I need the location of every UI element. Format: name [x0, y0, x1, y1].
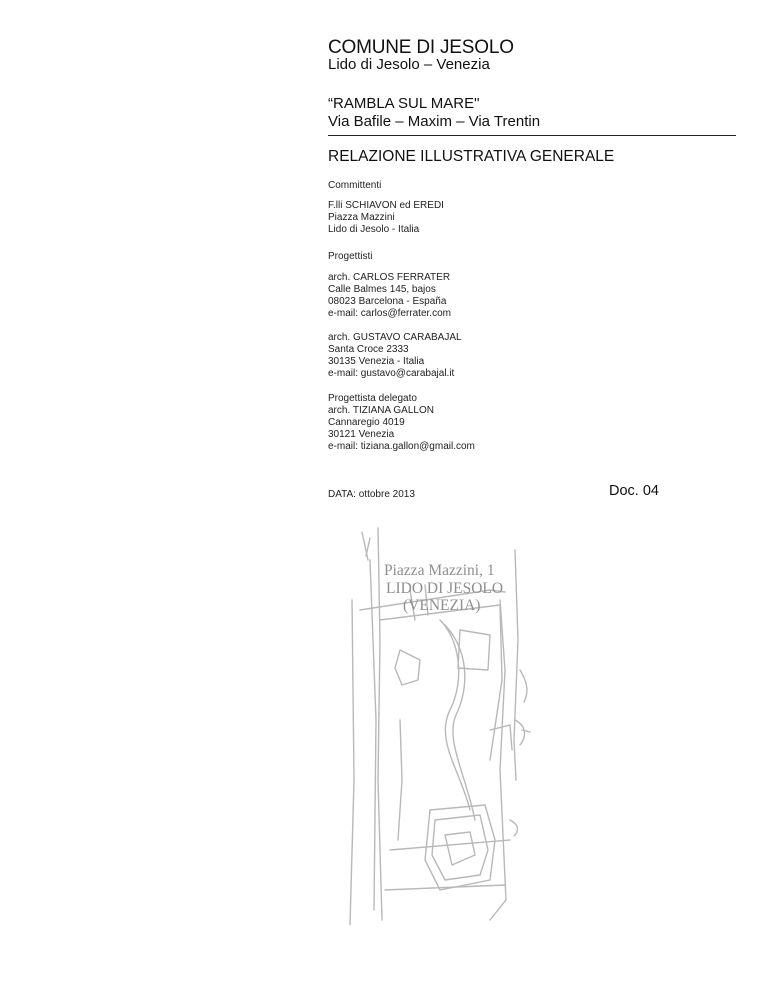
- progettista-line: Cannaregio 4019: [328, 417, 405, 428]
- stamp-line-3: (VENEZIA): [403, 597, 481, 614]
- progettista-email: e-mail: carlos@ferrater.com: [328, 308, 451, 319]
- date-label: DATA: ottobre 2013: [328, 489, 415, 500]
- header-divider: [328, 135, 736, 136]
- progettista-line: Calle Balmes 145, bajos: [328, 284, 436, 295]
- committenti-line: Lido di Jesolo - Italia: [328, 224, 420, 235]
- progettista-line: arch. TIZIANA GALLON: [328, 405, 434, 416]
- progettista-line: arch. CARLOS FERRATER: [328, 272, 451, 283]
- document-subtitle: Lido di Jesolo – Venezia: [328, 56, 490, 73]
- progettista-email: e-mail: gustavo@carabajal.it: [328, 368, 455, 379]
- progettista-line: Santa Croce 2333: [328, 344, 409, 355]
- stamp-line-2: LIDO DI JESOLO: [386, 580, 504, 597]
- section-title: RELAZIONE ILLUSTRATIVA GENERALE: [328, 148, 615, 165]
- committenti-block: [328, 200, 444, 236]
- progettista-line: 30121 Venezia: [328, 429, 395, 440]
- progettista-block-gallon: [328, 393, 475, 453]
- progettista-role: Progettista delegato: [328, 393, 417, 404]
- doc-number: Doc. 04: [609, 483, 659, 499]
- project-location: Via Bafile – Maxim – Via Trentin: [328, 113, 541, 130]
- progettista-line: 30135 Venezia - Italia: [328, 356, 425, 367]
- progettista-email: e-mail: tiziana.gallon@gmail.com: [328, 441, 475, 452]
- document-title: COMUNE DI JESOLO: [328, 37, 514, 58]
- progettista-block-ferrater: [328, 272, 451, 320]
- committenti-line: F.lli SCHIAVON ed EREDI: [328, 200, 444, 211]
- progettista-line: 08023 Barcelona - España: [328, 296, 447, 307]
- committenti-heading: Committenti: [328, 180, 382, 191]
- progettista-block-carabajal: [328, 332, 462, 380]
- progettista-line: arch. GUSTAVO CARABAJAL: [328, 332, 462, 343]
- project-name: “RAMBLA SUL MARE": [328, 95, 480, 112]
- architectural-sketch: [340, 520, 540, 925]
- progettisti-heading: Progettisti: [328, 251, 373, 262]
- stamp-line-1: Piazza Mazzini, 1: [384, 562, 495, 579]
- committenti-line: Piazza Mazzini: [328, 212, 395, 223]
